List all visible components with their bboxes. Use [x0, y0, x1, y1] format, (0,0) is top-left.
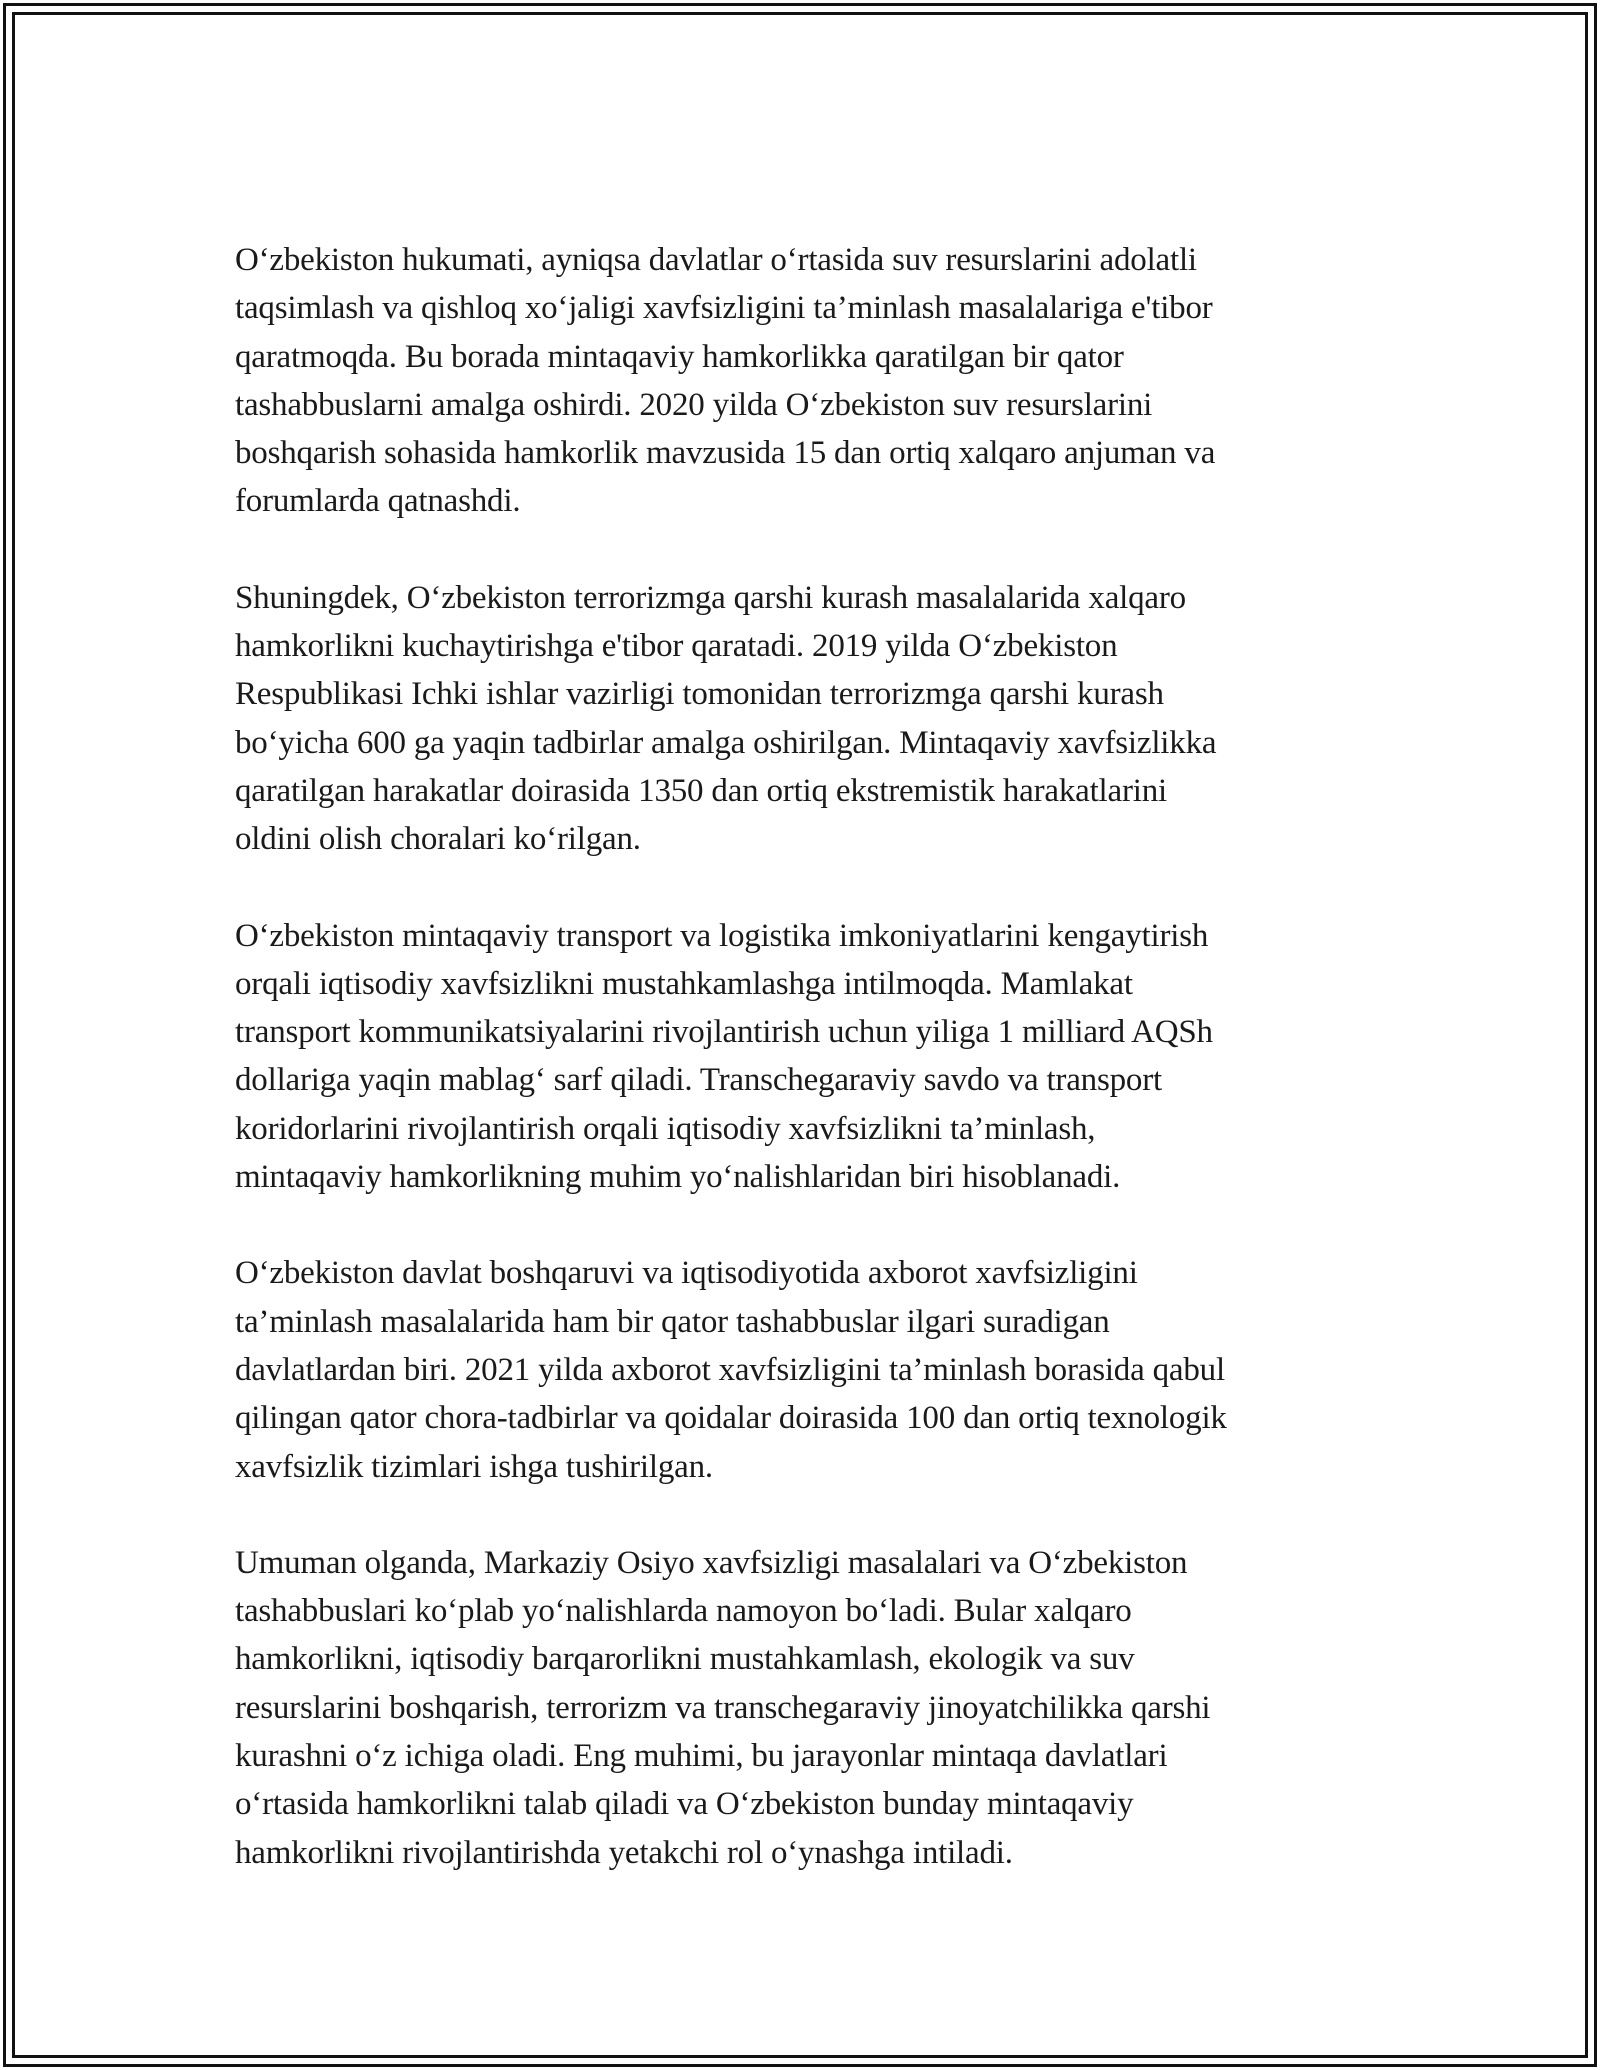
paragraph-information-security: O‘zbekiston davlat boshqaruvi va iqtisodiyotida axborot xavfsizligini ta’minlash masalalarida ham bir qator tashabbuslar ilgari suradigan davlatlardan biri. 2021 yilda axborot xavfsizligini ta’minlash borasida qabul qilingan qator chora-tadbirlar va qoidalar doirasida 100 dan ortiq texnologik xavfsizlik tizimlari ishga tushirilgan.: [235, 1255, 1227, 1485]
paragraph-counter-terrorism: Shuningdek, O‘zbekiston terrorizmga qarshi kurash masalalarida xalqaro hamkorlikni kuchaytirishga e'tibor qaratadi. 2019 yilda O‘zbekiston Respublikasi Ichki ishlar vazirligi tomonidan terrorizmga qarshi kurash bo‘yicha 600 ga yaqin tadbirlar amalga oshirilgan. Mintaqaviy xavfsizlikka qaratilgan harakatlar doirasida 1350 dan ortiq ekstremistik harakatlarini oldini olish choralari ko‘rilgan.: [235, 579, 1217, 858]
paragraph-transport-logistics: O‘zbekiston mintaqaviy transport va logistika imkoniyatlarini kengaytirish orqali iqtisodiy xavfsizlikni mustahkamlashga intilmoqda. Mamlakat transport kommunikatsiyalarini rivojlantirish uchun yiliga 1 milliard AQSh dollariga yaqin mablag‘ sarf qiladi. Transchegaraviy savdo va transport koridorlarini rivojlantirish orqali iqtisodiy xavfsizlikni ta’minlash, mintaqaviy hamkorlikning muhim yo‘nalishlaridan biri hisoblanadi.: [235, 917, 1213, 1196]
document-body: [235, 236, 1365, 1925]
paragraph-water-resources: O‘zbekiston hukumati, ayniqsa davlatlar o‘rtasida suv resurslarini adolatli taqsimlash va qishloq xo‘jaligi xavfsizligini ta’minlash masalalariga e'tibor qaratmoqda. Bu borada mintaqaviy hamkorlikka qaratilgan bir qator tashabbuslarni amalga oshirdi. 2020 yilda O‘zbekiston suv resurslarini boshqarish sohasida hamkorlik mavzusida 15 dan ortiq xalqaro anjuman va forumlarda qatnashdi.: [235, 242, 1216, 520]
paragraph-conclusion: Umuman olganda, Markaziy Osiyo xavfsizligi masalalari va O‘zbekiston tashabbuslari ko‘plab yo‘nalishlarda namoyon bo‘ladi. Bular xalqaro hamkorlikni, iqtisodiy barqarorlikni mustahkamlash, ekologik va suv resurslarini boshqarish, terrorizm va transchegaraviy jinoyatchilikka qarshi kurashni o‘z ichiga oladi. Eng muhimi, bu jarayonlar mintaqa davlatlari o‘rtasida hamkorlikni talab qiladi va O‘zbekiston bunday mintaqaviy hamkorlikni rivojlantirishda yetakchi rol o‘ynashga intiladi.: [235, 1544, 1211, 1871]
